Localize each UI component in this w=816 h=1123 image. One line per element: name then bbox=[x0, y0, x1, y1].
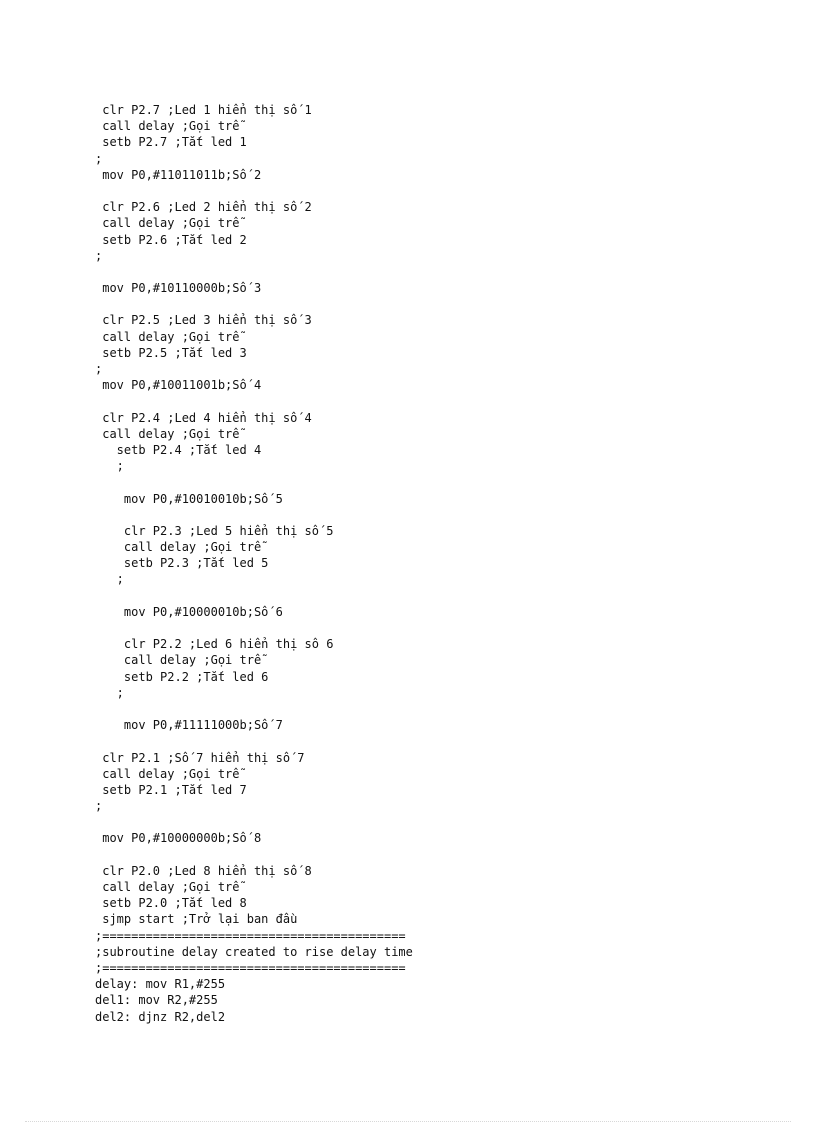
code-line: mov P0,#10000000b;Số 8 bbox=[95, 831, 262, 846]
code-line: clr P2.1 ;Số 7 hiển thị số 7 bbox=[95, 750, 305, 765]
code-line: mov P0,#10000010b;Số 6 bbox=[95, 604, 283, 619]
code-line: mov P0,#10011001b;Số 4 bbox=[95, 378, 262, 393]
code-line: ;========================================== bbox=[95, 928, 406, 943]
code-line bbox=[95, 183, 795, 199]
code-line: mov P0,#10010010b;Số 5 bbox=[95, 491, 283, 506]
code-line: call delay ;Gọi trễ bbox=[95, 216, 240, 231]
code-line: delay: mov R1,#255 bbox=[95, 977, 226, 992]
code-line: mov P0,#10110000b;Số 3 bbox=[95, 281, 262, 296]
code-line bbox=[95, 620, 795, 636]
code-line: ; bbox=[95, 572, 124, 587]
code-line: call delay ;Gọi trễ bbox=[95, 540, 262, 555]
code-line: ;subroutine delay created to rise delay time bbox=[95, 944, 413, 959]
code-line: setb P2.3 ;Tắt led 5 bbox=[95, 556, 269, 571]
code-line: ; bbox=[95, 459, 124, 474]
code-line: setb P2.1 ;Tắt led 7 bbox=[95, 782, 247, 797]
code-line bbox=[95, 474, 795, 490]
code-line: call delay ;Gọi trễ bbox=[95, 119, 240, 134]
code-line bbox=[95, 814, 795, 830]
code-line bbox=[95, 507, 795, 523]
code-line: setb P2.7 ;Tắt led 1 bbox=[95, 135, 247, 150]
code-line: call delay ;Gọi trễ bbox=[95, 766, 240, 781]
code-line: setb P2.6 ;Tắt led 2 bbox=[95, 232, 247, 247]
code-line: ; bbox=[95, 799, 103, 814]
page-bottom-divider bbox=[25, 1121, 791, 1122]
code-line: mov P0,#11111000b;Số 7 bbox=[95, 718, 283, 733]
code-line: call delay ;Gọi trễ bbox=[95, 880, 240, 894]
code-line: call delay ;Gọi trễ bbox=[95, 329, 240, 344]
code-line: ; bbox=[95, 248, 103, 263]
code-line: setb P2.2 ;Tắt led 6 bbox=[95, 669, 269, 684]
code-line: clr P2.6 ;Led 2 hiển thị số 2 bbox=[95, 200, 312, 215]
code-line: del1: mov R2,#255 bbox=[95, 993, 218, 1008]
code-line: ; bbox=[95, 151, 103, 166]
code-line: clr P2.2 ;Led 6 hiển thị sô 6 bbox=[95, 637, 334, 652]
code-line bbox=[95, 847, 795, 863]
code-line: call delay ;Gọi trễ bbox=[95, 426, 240, 441]
code-line: clr P2.0 ;Led 8 hiển thị số 8 bbox=[95, 863, 312, 878]
code-line: clr P2.5 ;Led 3 hiển thị số 3 bbox=[95, 313, 312, 328]
code-line: setb P2.4 ;Tắt led 4 bbox=[95, 442, 262, 457]
code-line: clr P2.4 ;Led 4 hiển thị số 4 bbox=[95, 410, 312, 425]
code-line bbox=[95, 733, 795, 749]
code-line bbox=[95, 701, 795, 717]
code-line bbox=[95, 588, 795, 604]
code-line: clr P2.7 ;Led 1 hiển thị số 1 bbox=[95, 103, 312, 117]
code-line: mov P0,#11011011b;Số 2 bbox=[95, 167, 262, 182]
code-line bbox=[95, 296, 795, 312]
code-line bbox=[95, 393, 795, 409]
code-line: setb P2.0 ;Tắt led 8 bbox=[95, 896, 247, 911]
assembly-code-block bbox=[95, 102, 795, 1025]
code-line: ; bbox=[95, 362, 103, 376]
code-line: clr P2.3 ;Led 5 hiển thị số 5 bbox=[95, 523, 334, 538]
code-line: call delay ;Gọi trễ bbox=[95, 653, 262, 668]
code-line: setb P2.5 ;Tắt led 3 bbox=[95, 345, 247, 360]
code-line: ;========================================== bbox=[95, 960, 406, 975]
code-line bbox=[95, 264, 795, 280]
code-line: sjmp start ;Trở lại ban đầu bbox=[95, 912, 298, 927]
code-line: del2: djnz R2,del2 bbox=[95, 1009, 226, 1024]
code-line: ; bbox=[95, 685, 124, 700]
